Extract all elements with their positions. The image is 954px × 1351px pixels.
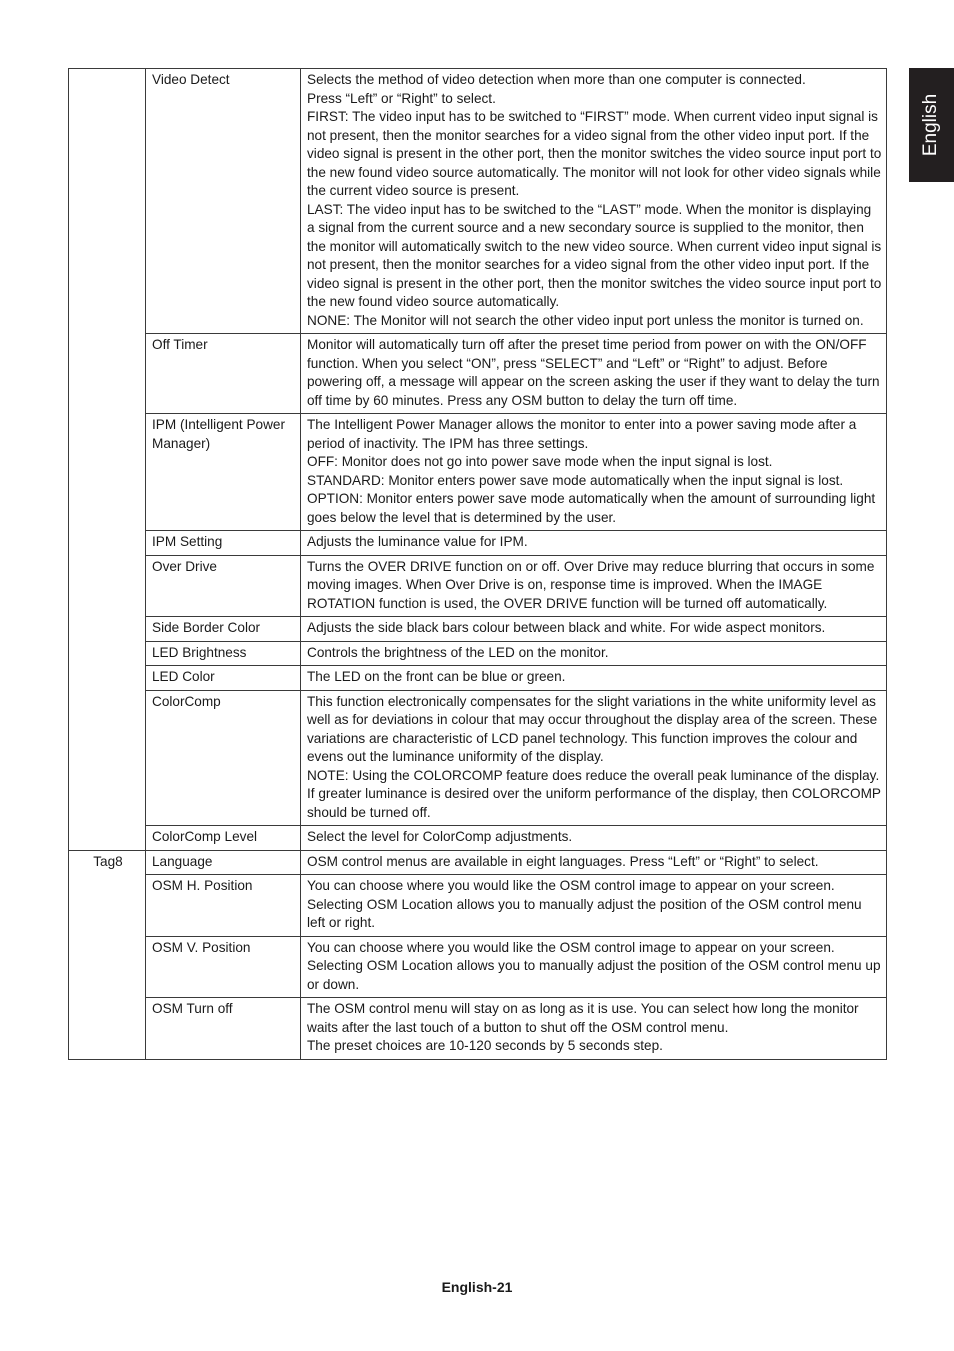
description-paragraph: The LED on the front can be blue or green. — [307, 669, 566, 684]
description-paragraph: Select the level for ColorComp adjustments. — [307, 829, 573, 844]
group-label — [69, 69, 146, 851]
group-label: Tag8 — [69, 850, 146, 1059]
item-name: Video Detect — [146, 69, 301, 334]
table-row — [69, 334, 887, 414]
item-description — [301, 826, 887, 851]
description-paragraph: The Intelligent Power Manager allows the monitor to enter into a power saving mode after a period of inactivity. The IPM has three settings. — [307, 417, 857, 451]
table-row — [69, 875, 887, 937]
item-name: Side Border Color — [146, 617, 301, 642]
description-paragraph: Turns the OVER DRIVE function on or off. Over Drive may reduce blurring that occurs in some moving images. When Over Drive is on, response time is improved. When the IMAGE ROTATION function is used, the OVER DRIVE function will be turned off automatically. — [307, 558, 875, 611]
item-description — [301, 850, 887, 875]
table-row — [69, 617, 887, 642]
table-row — [69, 690, 887, 826]
table-row — [69, 531, 887, 556]
description-paragraph: This function electronically compensates for the slight variations in the white uniformity level as well as for deviations in colour that may occur throughout the display area of the screen. These variations are characteristic of LCD panel technology. This function improves the colour and evens out the luminance uniformity of the display. — [307, 693, 878, 764]
item-name: Language — [146, 850, 301, 875]
item-name: IPM Setting — [146, 531, 301, 556]
osm-controls-table-body — [69, 69, 887, 1060]
item-name: OSM Turn off — [146, 998, 301, 1060]
item-name: ColorComp Level — [146, 826, 301, 851]
description-paragraph: Adjusts the luminance value for IPM. — [307, 534, 528, 549]
item-name: Over Drive — [146, 555, 301, 617]
item-description — [301, 69, 887, 334]
table-row — [69, 641, 887, 666]
item-description — [301, 998, 887, 1060]
item-description — [301, 617, 887, 642]
table-row — [69, 826, 887, 851]
item-name: OSM H. Position — [146, 875, 301, 937]
description-paragraph: Selects the method of video detection when more than one computer is connected. — [307, 72, 806, 87]
description-paragraph: Monitor will automatically turn off after the preset time period from power on with the ON/OFF function. When you select “ON”, press “SELECT” and “Left” or “Right” to adjust. Before powering off, a message will appear on the screen asking the user if they want to delay the turn off time by 60 minutes. Press any OSM button to delay the turn off time. — [307, 337, 880, 408]
description-paragraph: You can choose where you would like the OSM control image to appear on your screen. Selecting OSM Location allows you to manually adjust the position of the OSM control menu left or right. — [307, 878, 862, 930]
item-name: Off Timer — [146, 334, 301, 414]
description-paragraph: Press “Left” or “Right” to select. — [307, 90, 496, 106]
item-description — [301, 531, 887, 556]
description-paragraph: Adjusts the side black bars colour between black and white. For wide aspect monitors. — [307, 620, 826, 635]
item-description — [301, 414, 887, 531]
table-row — [69, 666, 887, 691]
item-description — [301, 875, 887, 937]
description-paragraph: The preset choices are 10-120 seconds by 5 seconds step. — [307, 1038, 663, 1053]
table-row — [69, 69, 887, 334]
item-name: LED Brightness — [146, 641, 301, 666]
description-paragraph: The OSM control menu will stay on as long as it is use. You can select how long the monitor waits after the last touch of a button to shut off the OSM control menu. — [307, 1001, 859, 1035]
item-description — [301, 334, 887, 414]
item-name: OSM V. Position — [146, 936, 301, 998]
item-name: LED Color — [146, 666, 301, 691]
description-paragraph: NOTE: Using the COLORCOMP feature does reduce the overall peak luminance of the display. If greater luminance is desired over the uniform performance of the display, then COLORCOMP should be turned off. — [307, 767, 881, 820]
table-row — [69, 998, 887, 1060]
table-row — [69, 850, 887, 875]
item-description — [301, 641, 887, 666]
description-paragraph: STANDARD: Monitor enters power save mode automatically when the input signal is lost. — [307, 472, 844, 488]
item-description — [301, 690, 887, 826]
description-paragraph: You can choose where you would like the OSM control image to appear on your screen. Selecting OSM Location allows you to manually adjust the position of the OSM control menu up or down. — [307, 939, 881, 992]
osm-controls-table — [68, 68, 887, 1060]
table-row — [69, 414, 887, 531]
description-paragraph: OSM control menus are available in eight languages. Press “Left” or “Right” to select. — [307, 853, 819, 869]
description-paragraph: NONE: The Monitor will not search the other video input port unless the monitor is turned on. — [307, 312, 864, 328]
item-description — [301, 666, 887, 691]
page-number: English-21 — [441, 1279, 513, 1295]
description-paragraph: OPTION: Monitor enters power save mode automatically when the amount of surrounding light goes below the level that is determined by the user. — [307, 491, 876, 525]
description-paragraph: FIRST: The video input has to be switched to “FIRST” mode. When current video input signal is not present, then the monitor searches for a video signal from the other video input port. If the video signal is present in the other port, then the monitor switches the video source input port to the new found video source automatically. The monitor will not look for other video signals while the current video source is present. — [307, 109, 882, 198]
table-row — [69, 555, 887, 617]
item-description — [301, 936, 887, 998]
language-side-tab-label: English — [920, 93, 942, 157]
table-row — [69, 936, 887, 998]
description-paragraph: Controls the brightness of the LED on the monitor. — [307, 644, 609, 660]
description-paragraph: LAST: The video input has to be switched to the “LAST” mode. When the monitor is displaying a signal from the current source and a new secondary source is supplied to the monitor, then the monitor will automatically switch to the new video source. When current video input signal is not present, then the monitor searches for a video signal from the other video input port. If the video signal is present in the other port, then the monitor switches the video source input port to the new found video source automatically. — [307, 201, 882, 309]
item-description — [301, 555, 887, 617]
item-name: ColorComp — [146, 690, 301, 826]
item-name: IPM (Intelligent Power Manager) — [146, 414, 301, 531]
language-side-tab — [909, 68, 954, 182]
description-paragraph: OFF: Monitor does not go into power save mode when the input signal is lost. — [307, 454, 773, 469]
